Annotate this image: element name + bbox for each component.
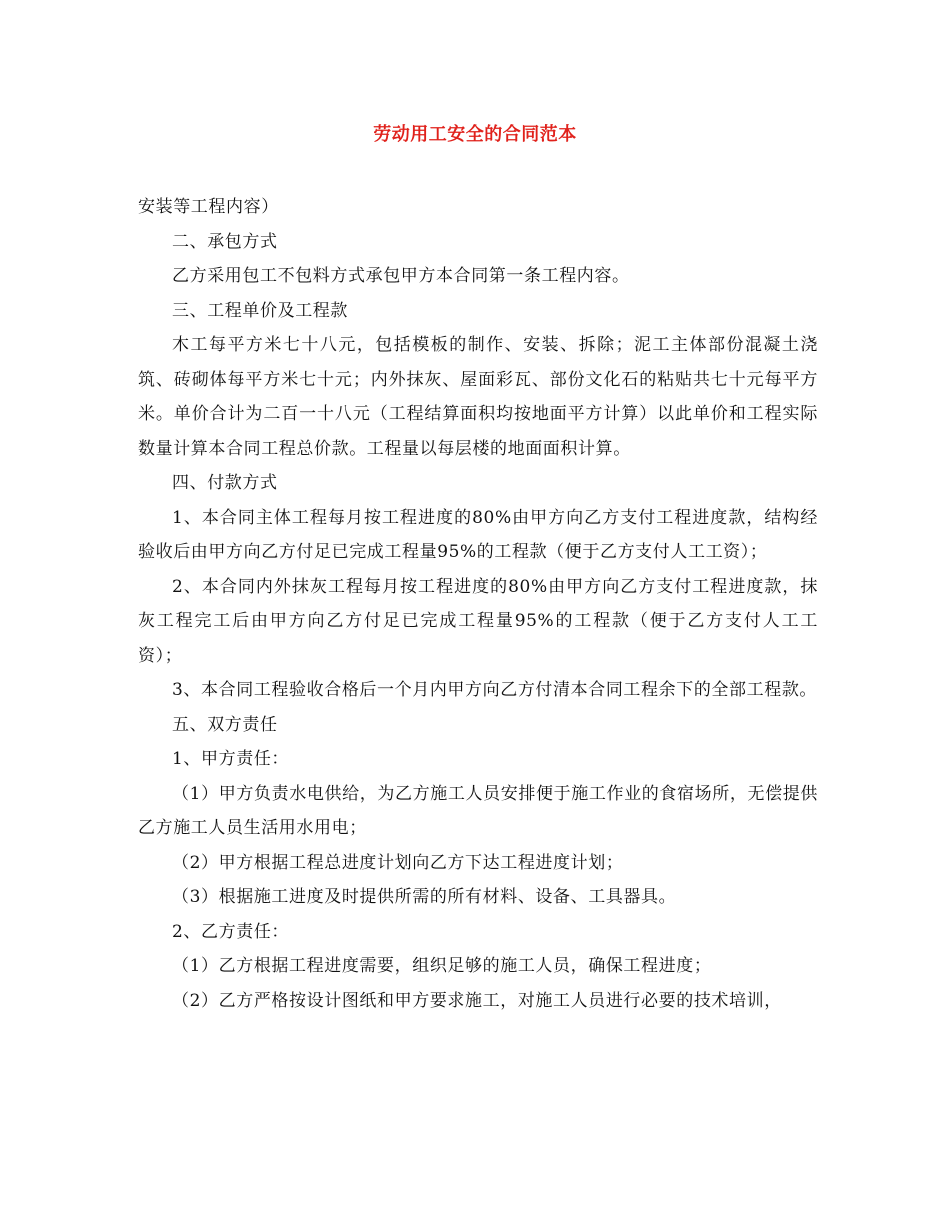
paragraph: 3、本合同工程验收合格后一个月内甲方向乙方付清本合同工程余下的全部工程款。 <box>172 680 818 700</box>
list-item: （1）乙方根据工程进度需要，组织足够的施工人员，确保工程进度； <box>172 956 712 976</box>
paragraph: 1、本合同主体工程每月按工程进度的80%由甲方向乙方支付工程进度款，结构经验收后由甲方向乙方付足已完成工程量95%的工程款（便于乙方支付人工工资）； <box>138 507 818 562</box>
paragraph: 2、本合同内外抹灰工程每月按工程进度的80%由甲方向乙方支付工程进度款，抹灰工程完工后由甲方向乙方付足已完成工程量95%的工程款（便于乙方支付人工工资）； <box>138 576 818 666</box>
list-item: （2）甲方根据工程总进度计划向乙方下达工程进度计划； <box>172 852 624 873</box>
section-heading: 二、承包方式 <box>172 231 278 252</box>
paragraph: 乙方采用包工不包料方式承包甲方本合同第一条工程内容。 <box>172 266 630 286</box>
list-item: （1）甲方负责水电供给，为乙方施工人员安排便于施工作业的食宿场所，无偿提供乙方施工人员生活用水用电； <box>138 783 818 838</box>
document-body <box>138 190 818 1018</box>
sub-heading: 1、甲方责任： <box>172 749 290 769</box>
section-heading: 五、双方责任 <box>172 714 278 735</box>
paragraph: 木工每平方米七十八元，包括模板的制作、安装、拆除；泥工主体部份混凝土浇筑、砖砌体每平方米七十元；内外抹灰、屋面彩瓦、部份文化石的粘贴共七十元每平方米。单价合计为二百一十八元（工程结算面积均按地面平方计算）以此单价和工程实际数量计算本合同工程总价款。工程量以每层楼的地面面积计算。 <box>138 335 818 459</box>
sub-heading: 2、乙方责任： <box>172 921 290 942</box>
section-heading: 四、付款方式 <box>172 473 278 493</box>
list-item: （3）根据施工进度及时提供所需的所有材料、设备、工具器具。 <box>172 887 677 907</box>
document-title: 劳动用工安全的合同范本 <box>373 124 577 145</box>
paragraph: 安装等工程内容） <box>138 197 279 217</box>
list-item: （2）乙方严格按设计图纸和甲方要求施工，对施工人员进行必要的技术培训， <box>172 990 782 1011</box>
section-heading: 三、工程单价及工程款 <box>172 300 348 321</box>
